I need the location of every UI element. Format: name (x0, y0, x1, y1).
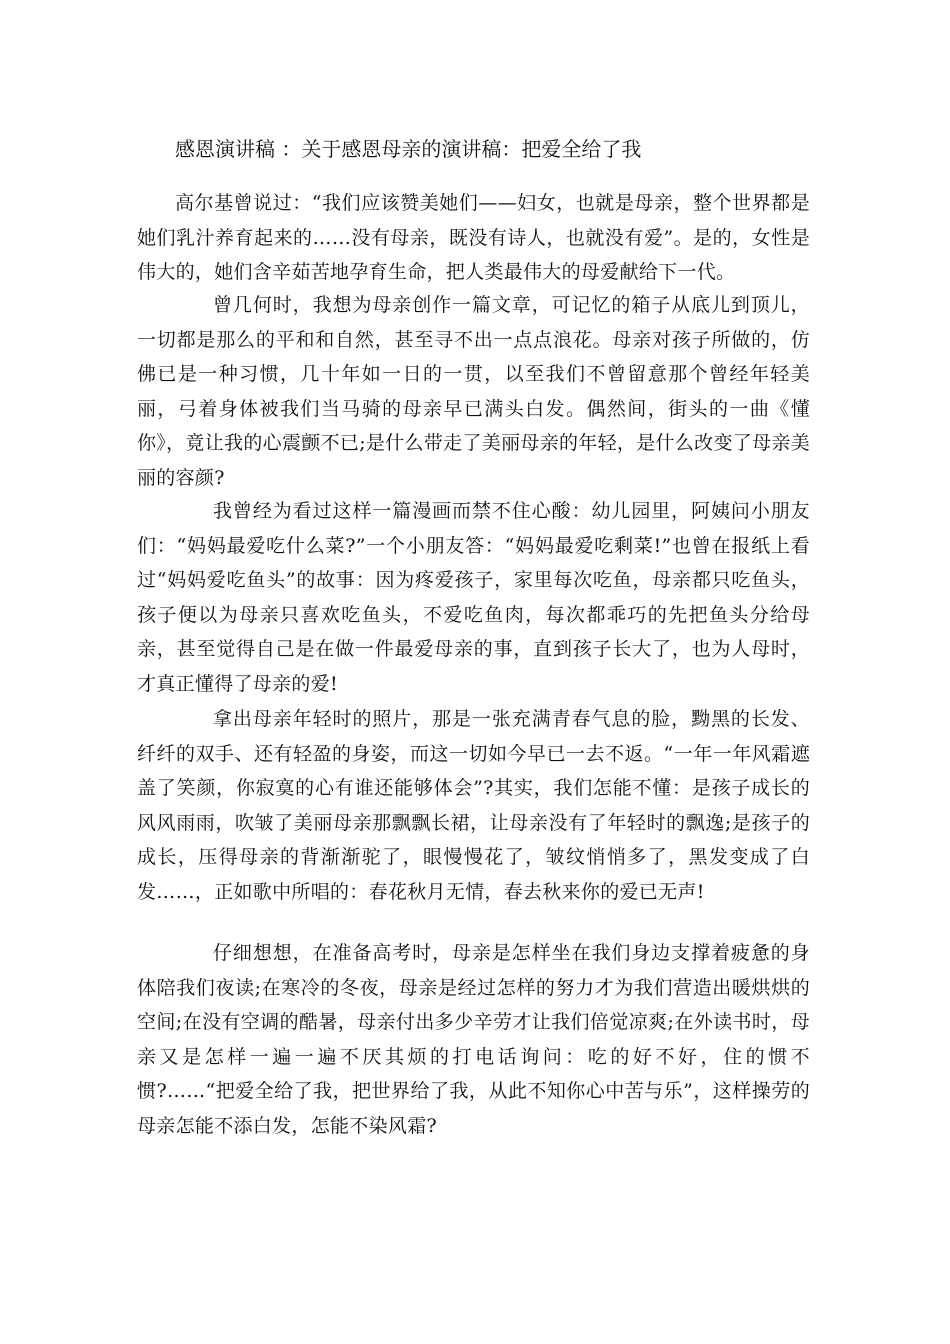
paragraph-1: 高尔基曾说过：“我们应该赞美她们——妇女，也就是母亲，整个世界都是她们乳汁养育起来的……没有母亲，既没有诗人，也就没有爱”。是的，女性是伟大的，她们含辛茹苦地孕育生命，把人类最伟大的母爱献给下一代。 (137, 192, 810, 283)
paragraph-3: 我曾经为看过这样一篇漫画而禁不住心酸：幼儿园里，阿姨问小朋友们：“妈妈最爱吃什么菜?”一个小朋友答：“妈妈最爱吃剩菜!”也曾在报纸上看过“妈妈爱吃鱼头”的故事：因为疼爱孩子，家里每次吃鱼，母亲都只吃鱼头，孩子便以为母亲只喜欢吃鱼头，不爱吃鱼肉，每次都乖巧的先把鱼头分给母亲，甚至觉得自己是在做一件最爱母亲的事，直到孩子长大了，也为人母时，才真正懂得了母亲的爱! (137, 500, 810, 695)
document-title: 感恩演讲稿 ：关于感恩母亲的演讲稿：把爱全给了我 (175, 137, 642, 161)
paragraph-4: 拿出母亲年轻时的照片，那是一张充满青春气息的脸，黝黑的长发、纤纤的双手、还有轻盈的身姿，而这一切如今早已一去不返。“一年一年风霜遮盖了笑颜，你寂寞的心有谁还能够体会”?其实，我们怎能不懂：是孩子成长的风风雨雨，吹皱了美丽母亲那飘飘长裙，让母亲没有了年轻时的飘逸;是孩子的成长，压得母亲的背渐渐驼了，眼慢慢花了，皱纹悄悄多了，黑发变成了白发……，正如歌中所唱的：春花秋月无情，春去秋来你的爱已无声! (137, 708, 810, 903)
paragraph-2: 曾几何时，我想为母亲创作一篇文章，可记忆的箱子从底儿到顶儿，一切都是那么的平和和自然，甚至寻不出一点点浪花。母亲对孩子所做的，仿佛已是一种习惯，几十年如一日的一贯，以至我们不曾留意那个曾经年轻美丽，弓着身体被我们当马骑的母亲早已满头白发。偶然间，街头的一曲《懂你》，竟让我的心震颤不已;是什么带走了美丽母亲的年轻，是什么改变了母亲美丽的容颜? (137, 294, 810, 489)
paragraph-5: 仔细想想，在准备高考时，母亲是怎样坐在我们身边支撑着疲惫的身体陪我们夜读;在寒冷的冬夜，母亲是经过怎样的努力才为我们营造出暖烘烘的空间;在没有空调的酷暑，母亲付出多少辛劳才让我们倍觉凉爽;在外读书时，母亲又是怎样一遍一遍不厌其烦的打电话询问：吃的好不好，住的惯不惯?……“把爱全给了我，把世界给了我，从此不知你心中苦与乐”，这样操劳的母亲怎能不添白发，怎能不染风霜? (137, 942, 810, 1137)
